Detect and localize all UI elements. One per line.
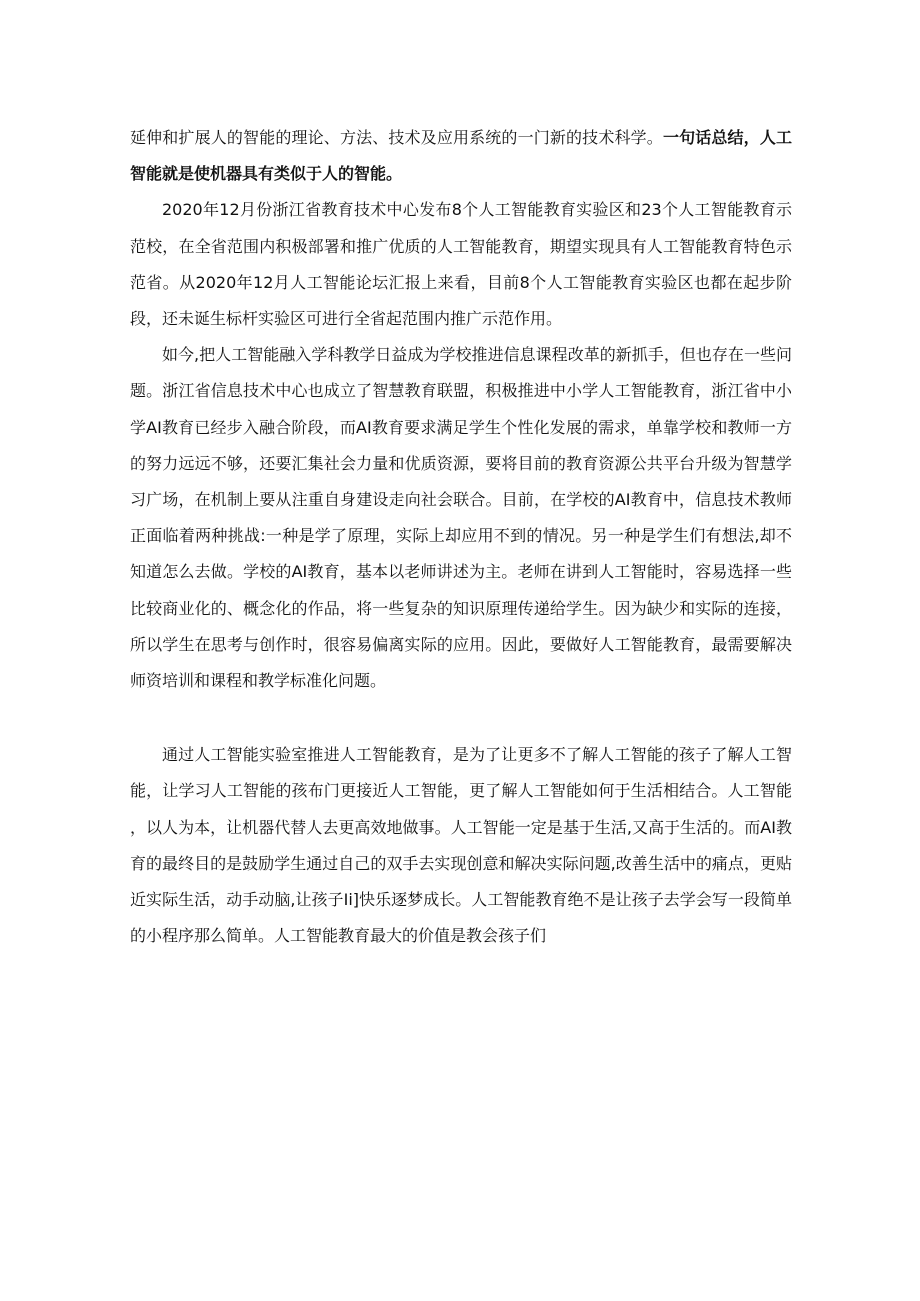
paragraph-ai-lab-purpose: 通过人工智能实验室推进人工智能教育，是为了让更多不了解人工智能的孩子了解人工智能，让学习人工智能的孩布门更接近人工智能，更了解人工智能如何于生活相结合。人工智能，以人为本，让机器代替人去更高效地做事。人工智能一定是基于生活,又高于生活的。而AI教育的最终目的是鼓励学生通过自己的双手去实现创意和解决实际问题,改善生活中的痛点，更贴近实际生活，动手动脑,让孩子Ii]快乐逐梦成长。人工智能教育绝不是让孩子去学会写一段简单的小程序那么简单。人工智能教育最大的价值是教会孩子们 bbox=[130, 745, 792, 946]
paragraph-ai-definition-text: 延伸和扩展人的智能的理论、方法、技术及应用系统的一门新的技术科学。 bbox=[130, 128, 663, 147]
paragraph-ai-education-challenges: 如今,把人工智能融入学科教学日益成为学校推进信息课程改革的新抓手，但也存在一些问题。浙江省信息技术中心也成立了智慧教育联盟，积极推进中小学人工智能教育，浙江省中小学AI教育已经步入融合阶段，而AI教育要求满足学生个性化发展的需求，单靠学校和教师一方的努力远远不够，还要汇集社会力量和优质资源，要将目前的教育资源公共平台升级为智慧学习广场，在机制上要从注重自身建设走向社会联合。目前，在学校的AI教育中，信息技术教师正面临着两种挑战:一种是学了原理，实际上却应用不到的情况。另一种是学生们有想法,却不知道怎么去做。学校的AI教育，基本以老师讲述为主。老师在讲到人工智能时，容易选择一些比较商业化的、概念化的作品，将一些复杂的知识原理传递给学生。因为缺少和实际的连接，所以学生在思考与创作时，很容易偏离实际的应用。因此，要做好人工智能教育，最需要解决师资培训和课程和教学标准化问题。 bbox=[130, 345, 792, 691]
paragraph-ai-definition bbox=[130, 120, 792, 192]
paragraph-ai-definition-summary: 一句话总结，人工智能就是使机器具有类似于人的智能。 bbox=[130, 128, 792, 184]
document-page bbox=[130, 120, 792, 954]
paragraph-zhejiang-pilot-zones: 2020年12月份浙江省教育技术中心发布8个人工智能教育实验区和23个人工智能教育示范校，在全省范围内积极部署和推广优质的人工智能教育，期望实现具有人工智能教育特色示范省。从2020年12月人工智能论坛汇报上来看，目前8个人工智能教育实验区也都在起步阶段，还未诞生标杆实验区可进行全省起范围内推广示范作用。 bbox=[130, 200, 792, 329]
